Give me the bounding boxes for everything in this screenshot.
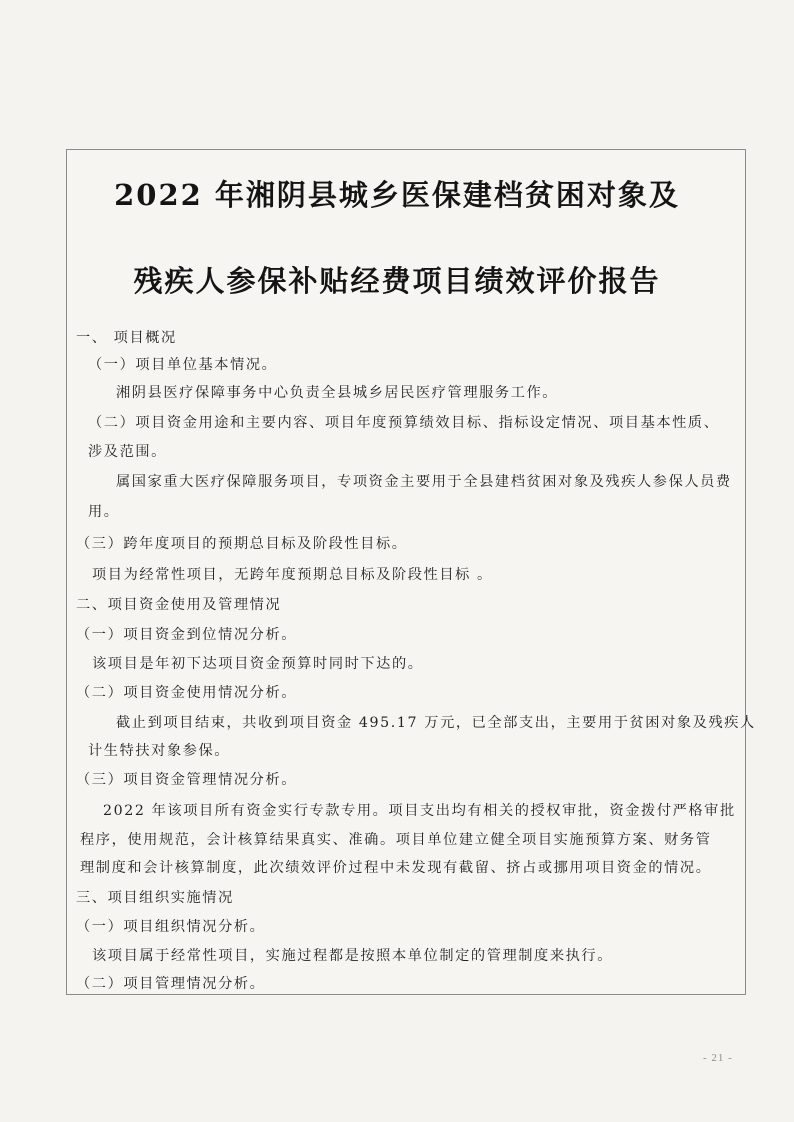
subsection-heading: （三）项目资金管理情况分析。 (76, 772, 298, 788)
subsection-heading: （一）项目单位基本情况。 (88, 357, 278, 373)
body-paragraph-continued: 理制度和会计核算制度，此次绩效评价过程中未发现有截留、挤占或挪用项目资金的情况。 (80, 860, 712, 876)
body-paragraph: 属国家重大医疗保障服务项目，专项资金主要用于全县建档贫困对象及残疾人参保人员费 (116, 474, 732, 490)
subsection-heading-continued: 涉及范围。 (88, 444, 167, 460)
body-paragraph: 截止到项目结束，共收到项目资金 495.17 万元，已全部支出，主要用于贫困对象及残疾人 (116, 715, 756, 731)
section-heading-1: 一、 项目概况 (76, 330, 177, 346)
subsection-heading: （二）项目资金用途和主要内容、项目年度预算绩效目标、指标设定情况、项目基本性质、 (88, 415, 720, 431)
page-number: - 21 - (703, 1052, 733, 1064)
body-paragraph-continued: 用。 (88, 504, 120, 520)
subsection-heading: （一）项目组织情况分析。 (76, 919, 266, 935)
body-paragraph-continued: 程序，使用规范，会计核算结果真实、准确。项目单位建立健全项目实施预算方案、财务管 (80, 832, 712, 848)
body-paragraph: 项目为经常性项目，无跨年度预期总目标及阶段性目标 。 (92, 567, 493, 583)
subsection-heading: （一）项目资金到位情况分析。 (76, 627, 298, 643)
section-heading-3: 三、项目组织实施情况 (76, 890, 234, 906)
section-heading-2: 二、项目资金使用及管理情况 (76, 597, 282, 613)
body-paragraph: 该项目是年初下达项目资金预算时同时下达的。 (92, 656, 424, 672)
report-title-line-1: 2022 年湘阴县城乡医保建档贫困对象及 (114, 178, 680, 212)
body-paragraph: 湘阴县医疗保障事务中心负责全县城乡居民医疗管理服务工作。 (116, 385, 559, 401)
subsection-heading: （二）项目资金使用情况分析。 (76, 685, 298, 701)
body-paragraph: 2022 年该项目所有资金实行专款专用。项目支出均有相关的授权审批，资金拨付严格审批 (103, 803, 736, 819)
body-paragraph-continued: 计生特扶对象参保。 (88, 743, 231, 759)
body-paragraph: 该项目属于经常性项目，实施过程都是按照本单位制定的管理制度来执行。 (92, 948, 613, 964)
report-title-line-2: 残疾人参保补贴经费项目绩效评价报告 (133, 264, 661, 298)
subsection-heading: （二）项目管理情况分析。 (76, 976, 266, 992)
subsection-heading: （三）跨年度项目的预期总目标及阶段性目标。 (76, 536, 408, 552)
